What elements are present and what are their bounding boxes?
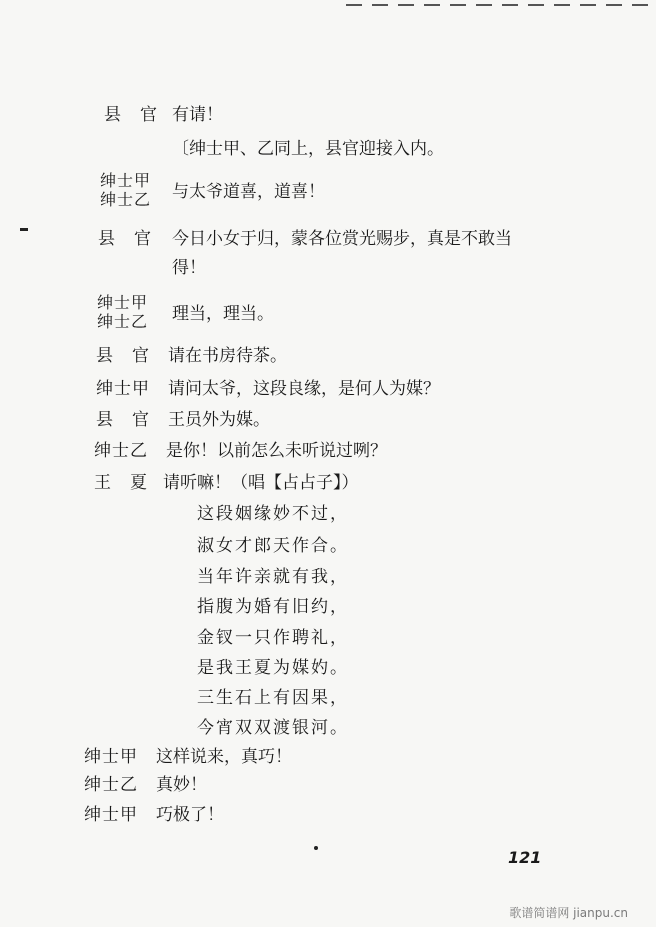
speaker: 县 官: [104, 105, 158, 125]
verse-line: 淑女才郎天作合。: [197, 536, 349, 556]
verse-line: 是我王夏为媒妁。: [197, 658, 349, 678]
dialogue-text: 巧极了！: [156, 805, 224, 825]
speaker: 绅士甲: [84, 747, 138, 767]
site-watermark: 歌谱简谱网 jianpu.cn: [509, 906, 628, 920]
page-number: 121: [508, 848, 542, 867]
dialogue-text: 王员外为媒。: [168, 410, 270, 430]
speaker: 县 官: [96, 410, 150, 430]
dialogue-text: 与太爷道喜，道喜！: [172, 182, 325, 202]
speaker: 绅士乙: [84, 775, 138, 795]
speaker: 绅士甲: [84, 805, 138, 825]
speaker: 县 官: [98, 229, 152, 249]
dialogue-text: 今日小女于归，蒙各位赏光赐步，真是不敢当: [172, 229, 512, 249]
speaker: 绅士甲: [96, 379, 150, 399]
speaker-pair: 绅士甲 绅士乙: [100, 171, 152, 209]
verse-line: 当年许亲就有我，: [197, 567, 349, 587]
dialogue-text: 理当，理当。: [172, 304, 274, 324]
verse-line: 指腹为婚有旧约，: [197, 597, 349, 617]
dialogue-text: 请问太爷，这段良缘，是何人为媒？: [168, 379, 440, 399]
print-speck: [314, 846, 318, 850]
verse-line: 今宵双双渡银河。: [197, 718, 349, 738]
dialogue-text: 有请！: [172, 105, 223, 125]
verse-line: 金钗一只作聘礼，: [197, 628, 349, 648]
dialogue-text-continued: 得！: [172, 258, 206, 278]
speaker: 王 夏: [94, 473, 148, 493]
speaker-pair: 绅士甲 绅士乙: [97, 293, 149, 331]
verse-line: 这段姻缘妙不过，: [197, 504, 349, 524]
dialogue-text: 请听嘛！（唱【占占子】）: [163, 473, 359, 493]
top-dashed-rule: [346, 4, 646, 10]
dialogue-text: 请在书房待茶。: [168, 346, 287, 366]
speaker: 县 官: [96, 346, 150, 366]
stage-direction: 〔绅士甲、乙同上，县官迎接入内。: [172, 139, 444, 159]
verse-line: 三生石上有因果，: [197, 688, 349, 708]
speaker: 绅士乙: [94, 441, 148, 461]
dialogue-text: 真妙！: [156, 775, 207, 795]
dialogue-text: 是你！以前怎么未听说过咧？: [166, 441, 387, 461]
margin-mark: [20, 228, 28, 231]
dialogue-text: 这样说来，真巧！: [156, 747, 292, 767]
